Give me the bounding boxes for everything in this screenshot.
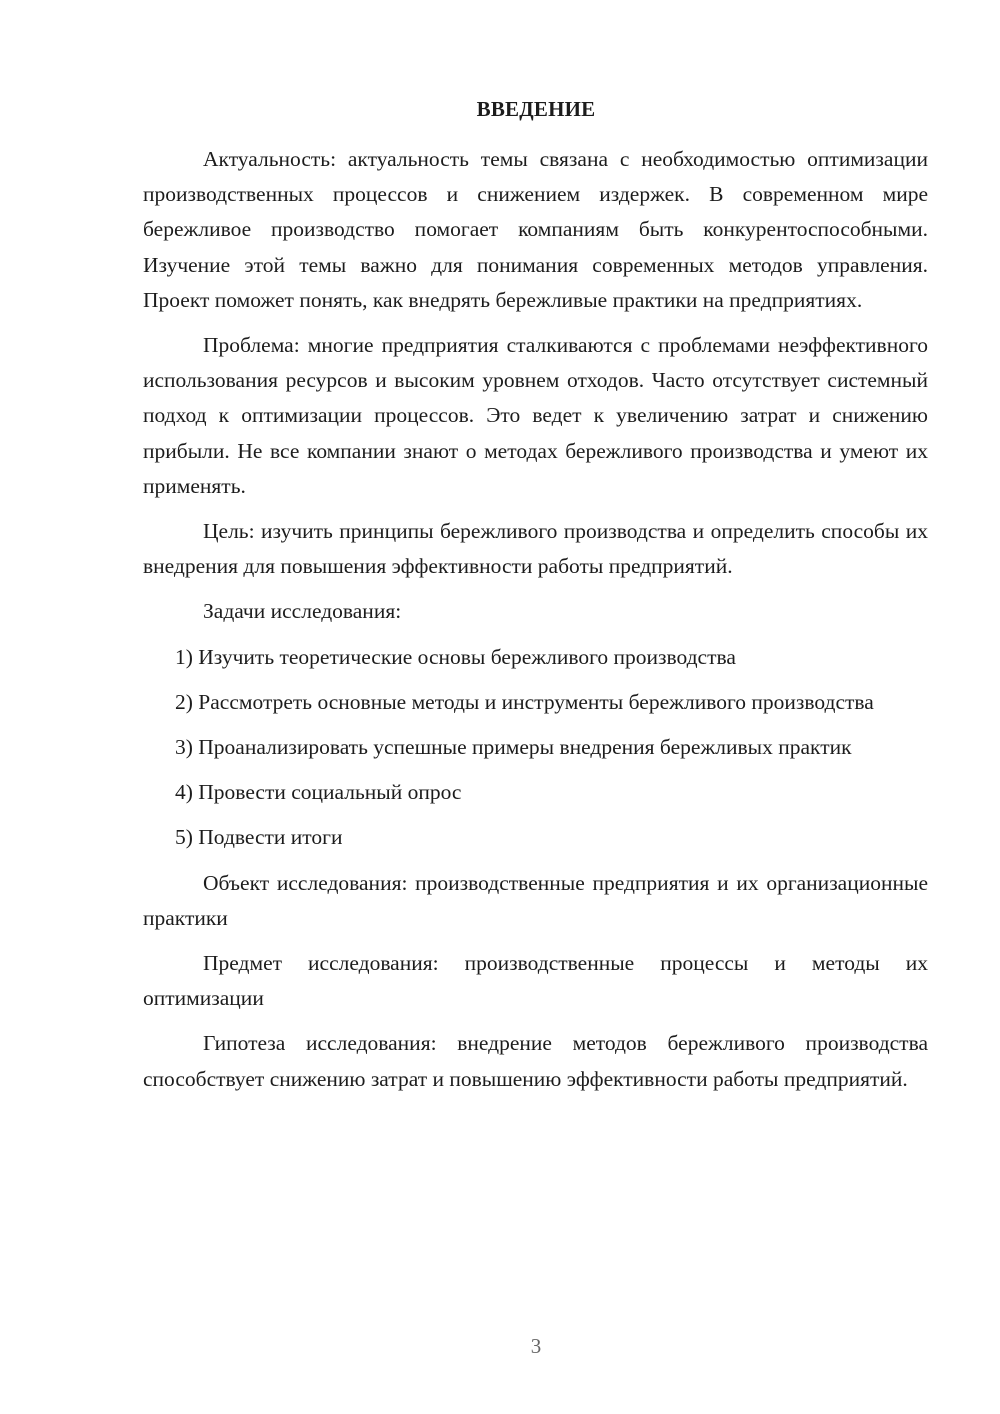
list-item: 5) Подвести итоги: [175, 825, 343, 850]
page-number: 3: [530, 1334, 542, 1358]
paragraph-problem: Проблема: многие предприятия сталкиваются с проблемами неэффективного использования ресурсов и высоким уровнем отходов. Часто отсутствует системный подход к оптимизации процессов. Это ведет к увеличению затрат и снижению прибыли. Не все компании знают о методах бережливого производства и умеют их применять.: [143, 333, 928, 498]
list-item: 4) Провести социальный опрос: [175, 780, 462, 805]
paragraph-relevance: Актуальность: актуальность темы связана с необходимостью оптимизации производственных процессов и снижением издержек. В современном мире бережливое производство помогает компаниям быть конкурентоспособными. Изучение этой темы важно для понимания современных методов управления. Проект поможет понять, как внедрять бережливые практики на предприятиях.: [143, 147, 928, 312]
paragraph-subject: Предмет исследования: производственные процессы и методы их оптимизации: [143, 951, 928, 1011]
list-item: 2) Рассмотреть основные методы и инструменты бережливого производства: [175, 689, 874, 714]
paragraph-tasks-heading: Задачи исследования:: [203, 599, 402, 624]
paragraph-hypothesis: Гипотеза исследования: внедрение методов бережливого производства способствует снижению затрат и повышению эффективности работы предприятий.: [143, 1031, 928, 1091]
paragraph-object: Объект исследования: производственные предприятия и их организационные практики: [143, 870, 928, 930]
list-item: 1) Изучить теоретические основы бережливого производства: [175, 644, 736, 669]
list-item: 3) Проанализировать успешные примеры внедрения бережливых практик: [175, 735, 852, 760]
page-title: ВВЕДЕНИЕ: [476, 97, 596, 121]
paragraph-goal: Цель: изучить принципы бережливого производства и определить способы их внедрения для повышения эффективности работы предприятий.: [143, 519, 928, 579]
document-body: [143, 142, 928, 1107]
